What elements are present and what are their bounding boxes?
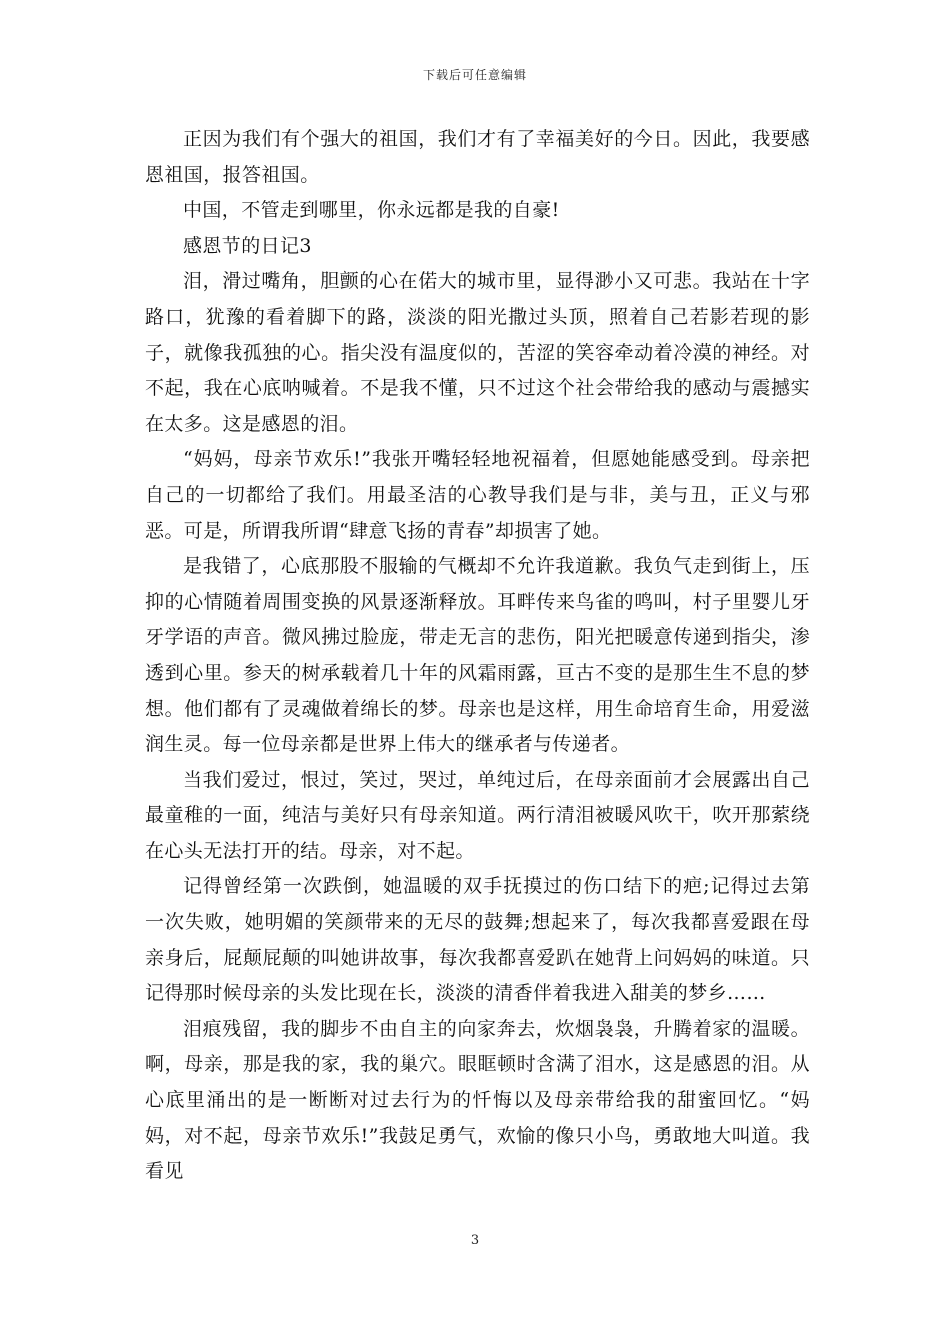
paragraph-7: 记得曾经第一次跌倒，她温暖的双手抚摸过的伤口结下的疤;记得过去第一次失败，她明媚的笑颜带来的无尽的鼓舞;想起来了，每次我都喜爱跟在母亲身后，屁颠屁颠的叫她讲故事，每次我都喜爱趴在她背上问妈妈的味道。只记得那时候母亲的头发比现在长，淡淡的清香伴着我进入甜美的梦乡…… xyxy=(145,875,810,1005)
paragraph-2: 中国，不管走到哪里，你永远都是我的自豪! xyxy=(183,199,560,222)
paragraph-5: 是我错了，心底那股不服输的气概却不允许我道歉。我负气走到街上，压抑的心情随着周围变换的风景逐渐释放。耳畔传来鸟雀的鸣叫，村子里婴儿牙牙学语的声音。微风拂过脸庞，带走无言的悲伤，阳光把暖意传递到指尖，渗透到心里。参天的树承载着几十年的风霜雨露，亘古不变的是那生生不息的梦想。他们都有了灵魂做着绵长的梦。母亲也是这样，用生命培育生命，用爱滋润生灵。每一位母亲都是世界上伟大的继承者与传递者。 xyxy=(145,555,810,756)
paragraph-1: 正因为我们有个强大的祖国，我们才有了幸福美好的今日。因此，我要感恩祖国，报答祖国。 xyxy=(145,128,810,186)
paragraph-6: 当我们爱过，恨过，笑过，哭过，单纯过后，在母亲面前才会展露出自己最童稚的一面，纯洁与美好只有母亲知道。两行清泪被暖风吹干，吹开那萦绕在心头无法打开的结。母亲，对不起。 xyxy=(145,768,810,862)
paragraph-8: 泪痕残留，我的脚步不由自主的向家奔去，炊烟袅袅，升腾着家的温暖。啊，母亲，那是我的家，我的巢穴。眼眶顿时含满了泪水，这是感恩的泪。从心底里涌出的是一断断对过去行为的忏悔以及母亲带给我的甜蜜回忆。“妈妈，对不起，母亲节欢乐!”我鼓足勇气，欢愉的像只小鸟，勇敢地大叫道。我看见 xyxy=(145,1017,810,1183)
page-number: 3 xyxy=(470,1233,480,1248)
paragraph-3: 泪，滑过嘴角，胆颤的心在偌大的城市里，显得渺小又可悲。我站在十字路口，犹豫的看着脚下的路，淡淡的阳光撒过头顶，照着自己若影若现的影子，就像我孤独的心。指尖没有温度似的，苦涩的笑容牵动着冷漠的神经。对不起，我在心底呐喊着。不是我不懂，只不过这个社会带给我的感动与震撼实在太多。这是感恩的泪。 xyxy=(145,270,810,435)
section-heading: 感恩节的日记3 xyxy=(183,234,312,257)
document-body xyxy=(145,122,810,1190)
paragraph-4: “妈妈，母亲节欢乐!”我张开嘴轻轻地祝福着，但愿她能感受到。母亲把自己的一切都给了我们。用最圣洁的心教导我们是与非，美与丑，正义与邪恶。可是，所谓我所谓“肆意飞扬的青春”却损害了她。 xyxy=(145,448,810,542)
page-header-note: 下载后可任意编辑 xyxy=(422,68,527,82)
